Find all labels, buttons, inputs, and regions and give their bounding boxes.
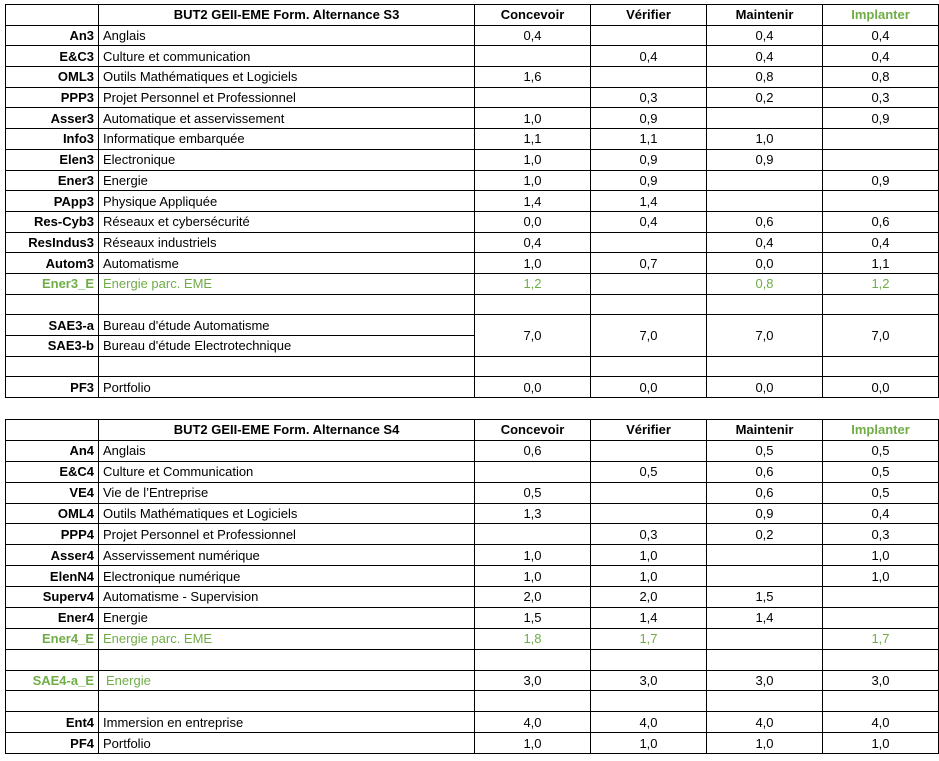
s3-header-corner [6, 5, 99, 26]
value-maintenir: 0,4 [707, 25, 823, 46]
value-concevoir: 1,0 [475, 170, 591, 191]
value-concevoir [475, 461, 591, 482]
value-verifier [591, 482, 707, 503]
value-implanter: 1,0 [823, 566, 939, 587]
table-row [6, 191, 939, 212]
s3-sae-concevoir: 7,0 [475, 315, 591, 356]
module-code: An4 [6, 440, 99, 461]
module-code: Asser4 [6, 545, 99, 566]
value-implanter: 1,1 [823, 253, 939, 274]
s4-header-corner [6, 420, 99, 441]
value-verifier: 0,4 [591, 46, 707, 67]
module-code: PPP3 [6, 87, 99, 108]
module-label: Electronique [99, 149, 475, 170]
s3-header-row [6, 5, 939, 26]
value-implanter: 1,0 [823, 545, 939, 566]
s4-sae-implanter: 3,0 [823, 670, 939, 691]
table-row [6, 566, 939, 587]
module-code: Asser3 [6, 108, 99, 129]
value-verifier: 0,4 [591, 211, 707, 232]
value-maintenir: 0,6 [707, 482, 823, 503]
module-label: Physique Appliquée [99, 191, 475, 212]
s3-title: BUT2 GEII-EME Form. Alternance S3 [99, 5, 475, 26]
value-concevoir: 1,0 [475, 545, 591, 566]
value-concevoir [475, 524, 591, 545]
module-label: Outils Mathématiques et Logiciels [99, 503, 475, 524]
s4-pf-verifier: 1,0 [591, 733, 707, 754]
value-maintenir [707, 628, 823, 649]
value-implanter: 0,9 [823, 108, 939, 129]
s4-sae-label: Energie [99, 670, 475, 691]
value-verifier [591, 440, 707, 461]
table-row [6, 149, 939, 170]
module-label: Projet Personnel et Professionnel [99, 524, 475, 545]
value-verifier [591, 67, 707, 88]
value-concevoir: 1,0 [475, 566, 591, 587]
table-row [6, 545, 939, 566]
s3-pf-label: Portfolio [99, 377, 475, 398]
value-maintenir: 0,2 [707, 524, 823, 545]
table-row [6, 129, 939, 150]
value-maintenir [707, 108, 823, 129]
value-verifier: 0,7 [591, 253, 707, 274]
module-label: Automatisme - Supervision [99, 587, 475, 608]
table-row [6, 87, 939, 108]
module-code: OML4 [6, 503, 99, 524]
table-row [6, 440, 939, 461]
value-concevoir: 0,4 [475, 232, 591, 253]
module-label: Réseaux et cybersécurité [99, 211, 475, 232]
value-concevoir: 1,5 [475, 607, 591, 628]
value-concevoir: 1,0 [475, 108, 591, 129]
module-label: Anglais [99, 25, 475, 46]
s4-spacer-row [6, 649, 939, 670]
s4-title: BUT2 GEII-EME Form. Alternance S4 [99, 420, 475, 441]
module-code: Info3 [6, 129, 99, 150]
value-concevoir: 2,0 [475, 587, 591, 608]
value-verifier: 1,4 [591, 607, 707, 628]
s3-sae-verifier: 7,0 [591, 315, 707, 356]
module-code: An3 [6, 25, 99, 46]
s4-ent-code: Ent4 [6, 712, 99, 733]
s3-sae-a-label: Bureau d'étude Automatisme [99, 315, 475, 336]
s3-pf-row [6, 377, 939, 398]
value-maintenir: 0,0 [707, 253, 823, 274]
value-implanter: 0,4 [823, 503, 939, 524]
s4-col-maintenir: Maintenir [707, 420, 823, 441]
s4-col-concevoir: Concevoir [475, 420, 591, 441]
value-concevoir: 1,3 [475, 503, 591, 524]
value-verifier: 1,7 [591, 628, 707, 649]
value-concevoir: 1,4 [475, 191, 591, 212]
value-concevoir: 1,1 [475, 129, 591, 150]
table-row [6, 253, 939, 274]
value-concevoir: 0,0 [475, 211, 591, 232]
value-maintenir: 0,4 [707, 46, 823, 67]
value-concevoir: 1,0 [475, 149, 591, 170]
value-verifier: 0,9 [591, 170, 707, 191]
s4-ent-maintenir: 4,0 [707, 712, 823, 733]
module-code: E&C4 [6, 461, 99, 482]
module-label: Energie parc. EME [99, 273, 475, 294]
value-concevoir: 1,2 [475, 273, 591, 294]
value-verifier [591, 232, 707, 253]
s3-sae-a-code: SAE3-a [6, 315, 99, 336]
table-row [6, 482, 939, 503]
value-implanter: 0,9 [823, 170, 939, 191]
s3-pf-code: PF3 [6, 377, 99, 398]
module-code: VE4 [6, 482, 99, 503]
value-concevoir: 0,4 [475, 25, 591, 46]
value-maintenir: 0,6 [707, 461, 823, 482]
value-verifier: 2,0 [591, 587, 707, 608]
value-maintenir: 0,4 [707, 232, 823, 253]
value-maintenir: 0,9 [707, 503, 823, 524]
s4-sae-code: SAE4-a_E [6, 670, 99, 691]
value-verifier [591, 503, 707, 524]
module-code: E&C3 [6, 46, 99, 67]
value-implanter [823, 191, 939, 212]
value-implanter: 1,2 [823, 273, 939, 294]
s4-pf-row [6, 733, 939, 754]
module-label: Réseaux industriels [99, 232, 475, 253]
s3-sae-implanter: 7,0 [823, 315, 939, 356]
module-code: Res-Cyb3 [6, 211, 99, 232]
s4-header-row [6, 420, 939, 441]
s4-col-implanter: Implanter [823, 420, 939, 441]
value-implanter [823, 587, 939, 608]
table-row [6, 211, 939, 232]
table-row [6, 273, 939, 294]
module-label: Asservissement numérique [99, 545, 475, 566]
module-code: Ener3_E [6, 273, 99, 294]
s4-ent-verifier: 4,0 [591, 712, 707, 733]
value-implanter: 0,8 [823, 67, 939, 88]
s4-sae-concevoir: 3,0 [475, 670, 591, 691]
s3-spacer-row-2 [6, 356, 939, 377]
value-maintenir [707, 191, 823, 212]
value-implanter: 0,6 [823, 211, 939, 232]
s4-pf-maintenir: 1,0 [707, 733, 823, 754]
s3-sae-b-code: SAE3-b [6, 336, 99, 357]
value-maintenir: 0,9 [707, 149, 823, 170]
module-code: ElenN4 [6, 566, 99, 587]
value-verifier: 0,9 [591, 108, 707, 129]
table-row [6, 628, 939, 649]
module-code: Ener3 [6, 170, 99, 191]
module-label: Culture et Communication [99, 461, 475, 482]
value-verifier: 1,0 [591, 566, 707, 587]
value-verifier [591, 25, 707, 46]
value-verifier: 0,3 [591, 524, 707, 545]
value-implanter [823, 149, 939, 170]
s3-pf-verifier: 0,0 [591, 377, 707, 398]
value-implanter [823, 129, 939, 150]
value-concevoir: 0,6 [475, 440, 591, 461]
value-maintenir: 0,2 [707, 87, 823, 108]
table-row [6, 108, 939, 129]
value-concevoir: 1,8 [475, 628, 591, 649]
s3-spacer-row [6, 294, 939, 315]
value-verifier [591, 273, 707, 294]
value-maintenir: 0,5 [707, 440, 823, 461]
value-verifier: 0,3 [591, 87, 707, 108]
value-implanter: 0,3 [823, 524, 939, 545]
table-row [6, 607, 939, 628]
s3-col-concevoir: Concevoir [475, 5, 591, 26]
value-concevoir: 1,6 [475, 67, 591, 88]
value-verifier: 1,4 [591, 191, 707, 212]
value-verifier: 0,5 [591, 461, 707, 482]
s4-sae-row [6, 670, 939, 691]
module-code: OML3 [6, 67, 99, 88]
value-implanter: 0,5 [823, 461, 939, 482]
value-maintenir [707, 545, 823, 566]
module-label: Culture et communication [99, 46, 475, 67]
value-maintenir: 0,6 [707, 211, 823, 232]
value-concevoir [475, 87, 591, 108]
module-code: Autom3 [6, 253, 99, 274]
value-concevoir: 0,5 [475, 482, 591, 503]
s4-pf-label: Portfolio [99, 733, 475, 754]
s4-ent-implanter: 4,0 [823, 712, 939, 733]
module-label: Energie parc. EME [99, 628, 475, 649]
value-implanter: 0,4 [823, 46, 939, 67]
s3-col-maintenir: Maintenir [707, 5, 823, 26]
table-row [6, 587, 939, 608]
s3-col-implanter: Implanter [823, 5, 939, 26]
s3-pf-maintenir: 0,0 [707, 377, 823, 398]
value-implanter: 0,3 [823, 87, 939, 108]
s4-col-verifier: Vérifier [591, 420, 707, 441]
value-verifier: 1,0 [591, 545, 707, 566]
value-maintenir: 1,0 [707, 129, 823, 150]
s4-sae-maintenir: 3,0 [707, 670, 823, 691]
table-row [6, 461, 939, 482]
s3-pf-concevoir: 0,0 [475, 377, 591, 398]
s4-pf-implanter: 1,0 [823, 733, 939, 754]
s3-col-verifier: Vérifier [591, 5, 707, 26]
module-code: Ener4 [6, 607, 99, 628]
module-code: Elen3 [6, 149, 99, 170]
value-verifier: 0,9 [591, 149, 707, 170]
table-row [6, 524, 939, 545]
value-verifier: 1,1 [591, 129, 707, 150]
value-implanter [823, 607, 939, 628]
module-label: Projet Personnel et Professionnel [99, 87, 475, 108]
module-code: PPP4 [6, 524, 99, 545]
s4-sae-verifier: 3,0 [591, 670, 707, 691]
module-code: PApp3 [6, 191, 99, 212]
module-code: ResIndus3 [6, 232, 99, 253]
module-label: Automatisme [99, 253, 475, 274]
table-row [6, 170, 939, 191]
s4-ent-label: Immersion en entreprise [99, 712, 475, 733]
module-label: Outils Mathématiques et Logiciels [99, 67, 475, 88]
s3-sae-a-row [6, 315, 939, 336]
table-row [6, 503, 939, 524]
value-maintenir: 1,4 [707, 607, 823, 628]
s4-pf-concevoir: 1,0 [475, 733, 591, 754]
value-implanter: 0,5 [823, 440, 939, 461]
value-implanter: 1,7 [823, 628, 939, 649]
value-maintenir [707, 566, 823, 587]
value-implanter: 0,5 [823, 482, 939, 503]
value-maintenir: 0,8 [707, 273, 823, 294]
value-implanter: 0,4 [823, 232, 939, 253]
value-implanter: 0,4 [823, 25, 939, 46]
module-code: Superv4 [6, 587, 99, 608]
s3-pf-implanter: 0,0 [823, 377, 939, 398]
s4-ent-concevoir: 4,0 [475, 712, 591, 733]
module-label: Automatique et asservissement [99, 108, 475, 129]
module-label: Energie [99, 170, 475, 191]
module-label: Vie de l’Entreprise [99, 482, 475, 503]
s4-ent-row [6, 712, 939, 733]
s4-table [5, 419, 939, 754]
value-maintenir [707, 170, 823, 191]
table-row [6, 67, 939, 88]
value-maintenir: 1,5 [707, 587, 823, 608]
s3-sae-maintenir: 7,0 [707, 315, 823, 356]
value-concevoir [475, 46, 591, 67]
value-maintenir: 0,8 [707, 67, 823, 88]
module-label: Electronique numérique [99, 566, 475, 587]
module-label: Anglais [99, 440, 475, 461]
table-row [6, 25, 939, 46]
table-row [6, 46, 939, 67]
table-row [6, 232, 939, 253]
s4-pf-code: PF4 [6, 733, 99, 754]
value-concevoir: 1,0 [475, 253, 591, 274]
s4-spacer-row-2 [6, 691, 939, 712]
module-label: Informatique embarquée [99, 129, 475, 150]
module-code: Ener4_E [6, 628, 99, 649]
s3-sae-b-label: Bureau d'étude Electrotechnique [99, 336, 475, 357]
s3-table [5, 4, 939, 398]
module-label: Energie [99, 607, 475, 628]
